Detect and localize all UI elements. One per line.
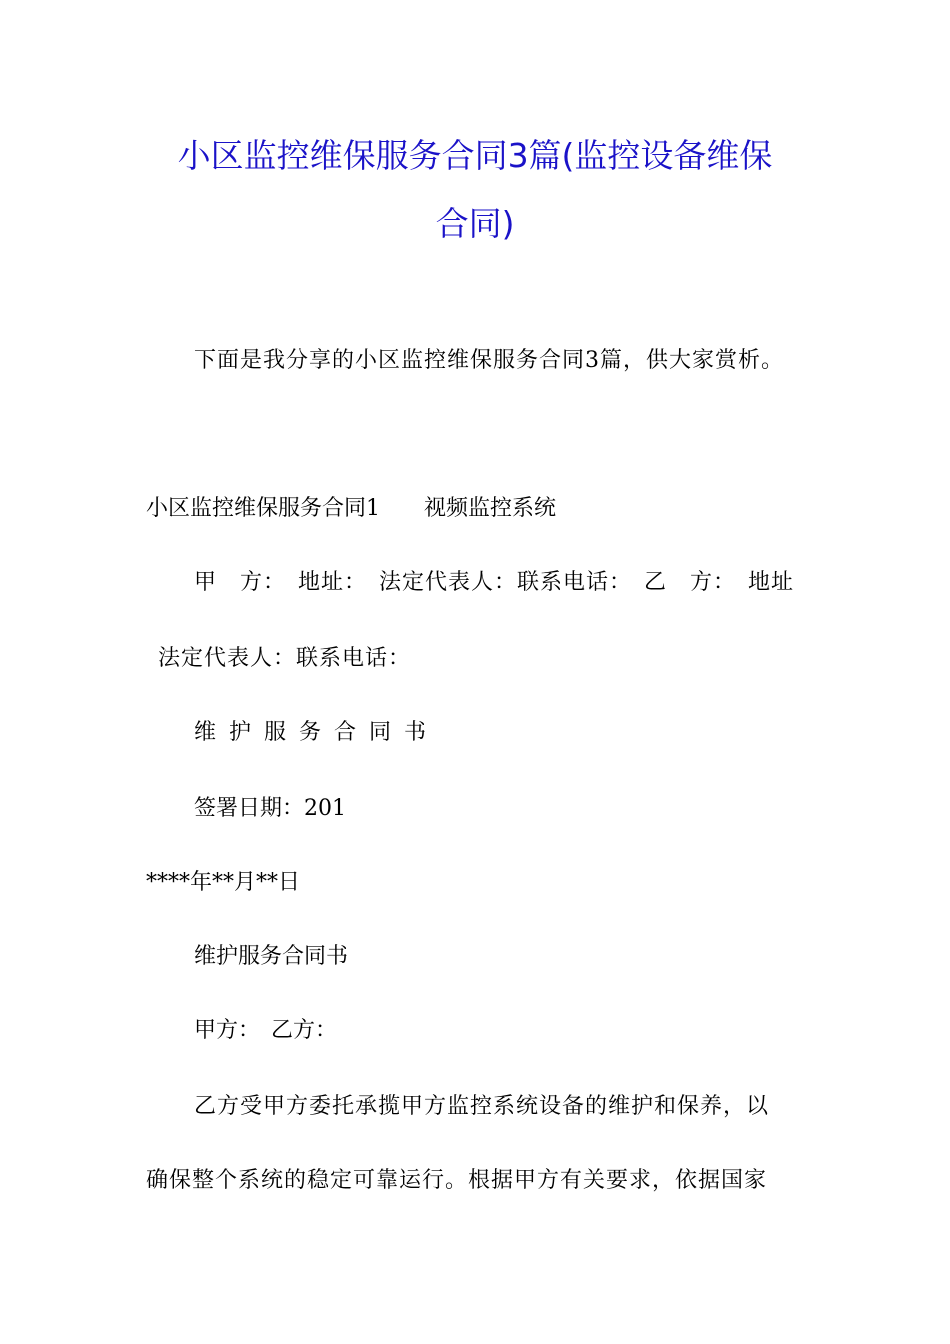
document-title-line-1: 小区监控维保服务合同3篇(监控设备维保 <box>177 136 773 175</box>
body-paragraph-line-2: 确保整个系统的稳定可靠运行。根据甲方有关要求，依据国家 <box>146 1168 768 1193</box>
parties-line-1: 甲 方： 地址： 法定代表人：联系电话： 乙 方： 地址 <box>194 570 795 595</box>
document-title-line-2: 合同) <box>435 204 515 243</box>
date-line: ****年**月**日 <box>146 870 301 895</box>
contract-title: 维护服务合同书 <box>194 944 349 969</box>
sign-date: 签署日期：201 <box>194 796 346 821</box>
parties-line-2: 法定代表人：联系电话： <box>158 646 412 671</box>
body-paragraph-line-1: 乙方受甲方委托承揽甲方监控系统设备的维护和保养，以 <box>194 1094 770 1119</box>
intro-paragraph: 下面是我分享的小区监控维保服务合同3篇，供大家赏析。 <box>194 348 784 373</box>
contract-title-spaced: 维护服务合同书 <box>194 720 440 745</box>
parties-short: 甲方： 乙方： <box>194 1018 338 1043</box>
section-heading: 小区监控维保服务合同1 视频监控系统 <box>146 496 556 521</box>
